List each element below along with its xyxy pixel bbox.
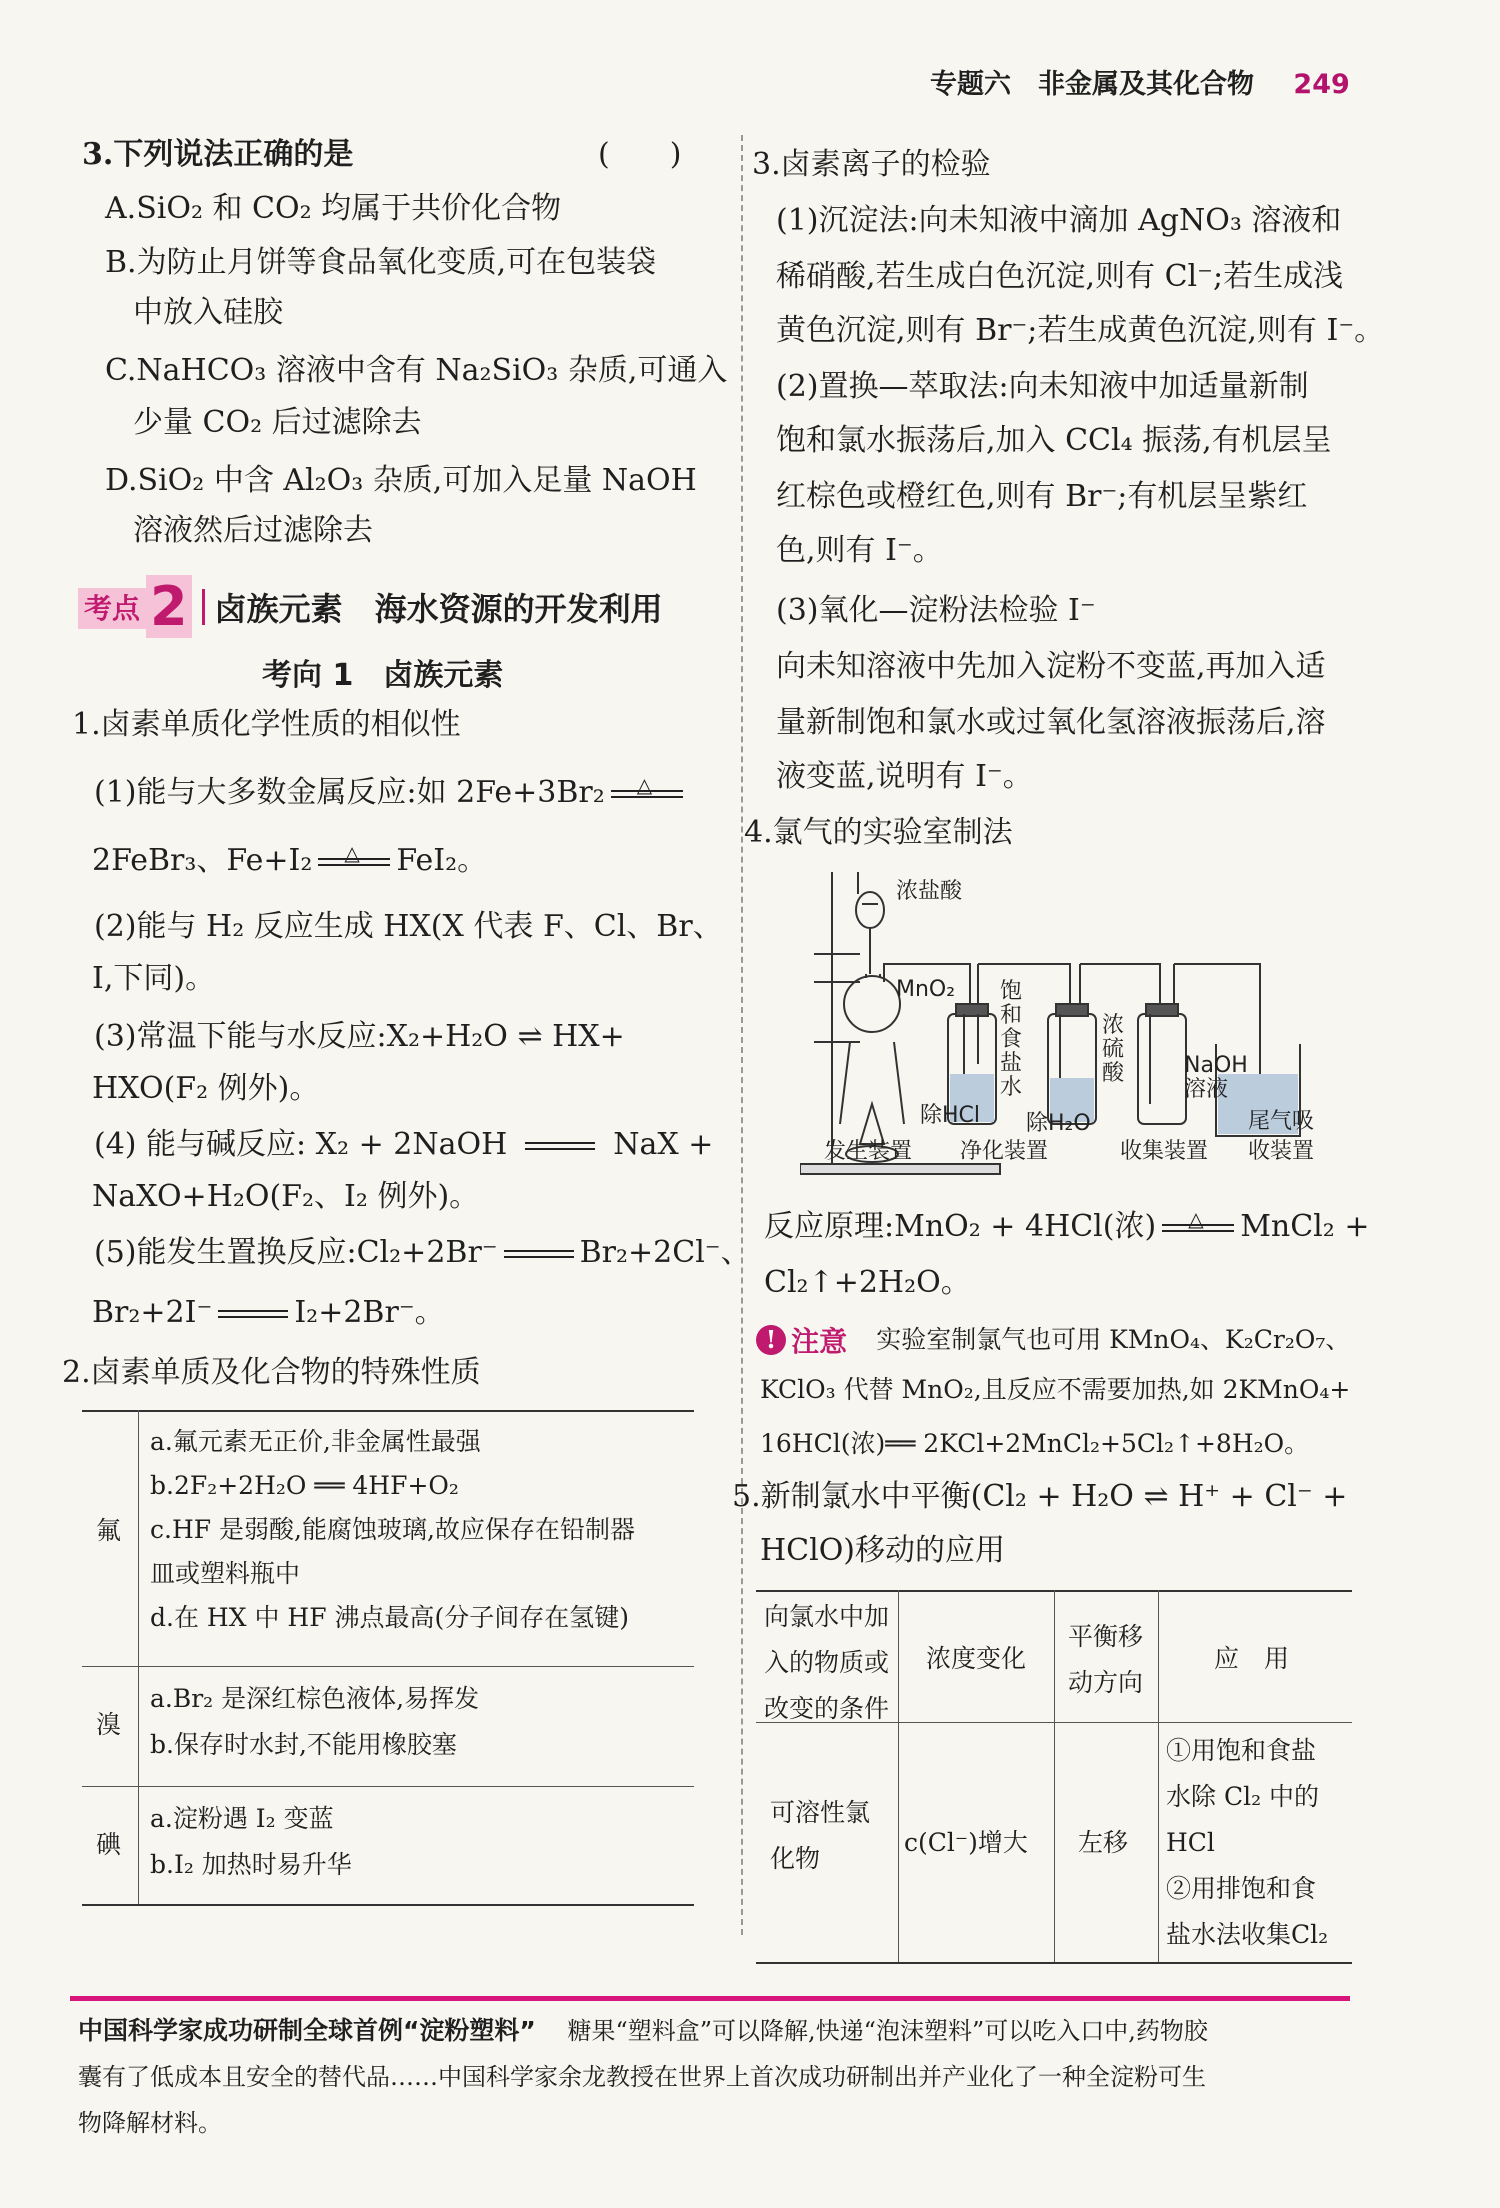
note-line-3: 16HCl(浓)══ 2KCl+2MnCl₂+5Cl₂↑+8H₂O。 — [760, 1429, 1310, 1458]
label-sat-salt-2: 食 — [1000, 1027, 1023, 1052]
p4a2-text: NaX + — [613, 1127, 714, 1162]
label-mno2: MnO₂ — [896, 977, 956, 1002]
footer-line-2: 囊有了低成本且安全的替代品……中国科学家余龙教授在世界上首次成功研制出并产业化了一种全淀粉可生 — [78, 2063, 1206, 2091]
table-item: a.Br₂ 是深红棕色液体,易挥发 — [150, 1684, 480, 1713]
eq-cell-text: 盐水法收集Cl₂ — [1166, 1920, 1329, 1949]
heat-double-arrow — [1162, 1207, 1234, 1238]
eq-head-text: 入的物质或 — [764, 1648, 890, 1677]
table-item: b.2F₂+2H₂O ══ 4HF+O₂ — [150, 1471, 459, 1500]
eq-cell-text: 化物 — [770, 1844, 821, 1873]
line-p5a — [94, 1226, 751, 1280]
footer-line-1: 糖果“塑料盒”可以降解,快递“泡沫塑料”可以吃入口中,药物胶 — [567, 2017, 1208, 2045]
q3-paren: ( ) — [598, 137, 682, 172]
subsection-heading: 考向 1 卤族元素 — [262, 658, 504, 693]
kaodian-number: 2 — [146, 575, 192, 638]
eq-cell-text: 水除 Cl₂ 中的 — [1166, 1782, 1320, 1811]
eq-cell-text: ②用排饱和食 — [1166, 1874, 1317, 1903]
delta-sign: △ — [1188, 1207, 1204, 1231]
eq-head-4: 应 用 — [1214, 1644, 1290, 1673]
reaction-left: 反应原理:MnO₂ + 4HCl(浓) — [764, 1209, 1157, 1244]
q3-stem: 3.下列说法正确的是 — [82, 137, 354, 172]
eq-cell-text: 可溶性氯 — [770, 1798, 871, 1827]
label-naoh: NaOH — [1184, 1053, 1248, 1078]
eq-head-text: 动方向 — [1068, 1668, 1144, 1697]
p4a-text: (4) 能与碱反应: X₂ + 2NaOH — [94, 1127, 508, 1162]
q3-option-b: B.为防止月饼等食品氧化变质,可在包装袋 — [105, 245, 657, 280]
q3-option-c: C.NaHCO₃ 溶液中含有 Na₂SiO₃ 杂质,可通入 — [105, 353, 728, 388]
eq-head-2: 浓度变化 — [926, 1644, 1027, 1673]
label-tail-gas-2: 收装置 — [1248, 1139, 1315, 1164]
table-item: b.保存时水封,不能用橡胶塞 — [150, 1730, 457, 1759]
table-cell-element: 氟 — [96, 1516, 122, 1545]
table-item: a.淀粉遇 I₂ 变蓝 — [150, 1804, 334, 1833]
note-line-2: KClO₃ 代替 MnO₂,且反应不需要加热,如 2KMnO₄+ — [760, 1375, 1351, 1404]
eq-cell-4 — [1166, 1728, 1328, 1958]
eq-head-1 — [764, 1594, 889, 1732]
heading-3: 3.卤素离子的检验 — [752, 147, 991, 182]
text-line: 色,则有 I⁻。 — [776, 533, 943, 568]
table-cell-items — [150, 1676, 479, 1768]
q3-option-b-cont: 中放入硅胶 — [133, 295, 283, 330]
label-conc-hcl: 浓盐酸 — [896, 879, 963, 904]
eq-cell-3: 左移 — [1078, 1828, 1129, 1857]
footer-rule — [70, 1996, 1350, 2001]
eq-table-col — [1054, 1590, 1055, 1962]
q3-option-a: A.SiO₂ 和 CO₂ 均属于共价化合物 — [105, 191, 562, 226]
reaction-line-1 — [764, 1200, 1369, 1254]
heat-double-arrow — [318, 841, 390, 872]
heading-5-right: H⁺ + Cl⁻ + — [1178, 1479, 1348, 1514]
note-label: 注意 — [791, 1325, 848, 1358]
table-item: a.氟元素无正价,非金属性最强 — [150, 1427, 481, 1456]
label-purification: 净化装置 — [960, 1139, 1049, 1164]
eq-table-bottom-rule — [756, 1962, 1352, 1964]
eq-head-3 — [1068, 1614, 1143, 1706]
p5b-text: Br₂+2I⁻ — [92, 1295, 213, 1330]
text-line: 红棕色或橙红色,则有 Br⁻;有机层呈紫红 — [776, 479, 1308, 514]
line-p4b: NaXO+H₂O(F₂、I₂ 例外)。 — [92, 1179, 480, 1214]
heat-double-arrow — [611, 773, 683, 804]
table-bottom-rule — [82, 1904, 694, 1906]
heading-5-left: 5.新制氯水中平衡(Cl₂ + H₂O — [732, 1479, 1134, 1514]
eq-table-col — [1158, 1590, 1159, 1962]
eq-cell-text: ①用饱和食盐 — [1166, 1736, 1317, 1765]
label-collection: 收集装置 — [1120, 1139, 1209, 1164]
table-top-rule — [82, 1410, 694, 1412]
table-cell-items — [150, 1796, 352, 1888]
kaodian-label: 考点 — [78, 588, 146, 629]
running-header — [930, 62, 1350, 101]
column-divider — [741, 135, 743, 1935]
reaction-right: MnCl₂ + — [1240, 1209, 1370, 1244]
text-line: 向未知溶液中先加入淀粉不变蓝,再加入适 — [776, 649, 1326, 684]
heading-4: 4.氯气的实验室制法 — [744, 815, 1013, 850]
page-number: 249 — [1293, 69, 1350, 100]
section-title: 卤族元素 海水资源的开发利用 — [214, 590, 663, 628]
p3a-text: (3)常温下能与水反应:X₂+H₂O — [94, 1019, 508, 1054]
label-sat-salt-3: 盐 — [1000, 1051, 1023, 1076]
q3-option-d: D.SiO₂ 中含 Al₂O₃ 杂质,可加入足量 NaOH — [105, 463, 697, 498]
p5a2-text: Br₂+2Cl⁻、 — [579, 1235, 751, 1270]
text-line: (2)置换—萃取法:向未知液中加适量新制 — [776, 369, 1309, 404]
table-cell-items — [150, 1420, 635, 1640]
footer-title: 中国科学家成功研制全球首例“淀粉塑料” — [78, 2016, 536, 2045]
label-generation: 发生装置 — [824, 1139, 913, 1164]
warning-icon: ! — [756, 1325, 786, 1355]
table-item: b.I₂ 加热时易升华 — [150, 1850, 352, 1879]
delta-sign: △ — [636, 773, 653, 797]
table-row-divider — [82, 1666, 694, 1667]
eq-head-text: 改变的条件 — [764, 1694, 890, 1723]
heading-5 — [732, 1470, 1347, 1524]
p1c-text: FeI₂。 — [396, 843, 488, 878]
text-line: (3)氧化—淀粉法检验 I⁻ — [776, 593, 1096, 628]
table-col-divider — [138, 1410, 139, 1904]
line-p2a: (2)能与 H₂ 反应生成 HX(X 代表 F、Cl、Br、 — [94, 909, 723, 944]
line-p3a — [94, 1010, 625, 1064]
heading-2: 2.卤素单质及化合物的特殊性质 — [62, 1355, 481, 1390]
label-sat-salt-1: 和 — [1000, 1003, 1023, 1028]
equal-sign — [525, 1139, 595, 1153]
table-cell-element: 碘 — [96, 1830, 122, 1859]
eq-cell-1 — [770, 1790, 870, 1882]
label-remove-h2o: 除H₂O — [1026, 1111, 1091, 1136]
equilibrium-arrow: ⇌ — [1133, 1479, 1179, 1514]
q3-option-c-cont: 少量 CO₂ 后过滤除去 — [133, 405, 422, 440]
section-heading — [78, 575, 663, 640]
eq-head-text: 平衡移 — [1068, 1622, 1144, 1651]
q3-option-d-cont: 溶液然后过滤除去 — [133, 513, 373, 548]
note-box — [756, 1314, 1350, 1366]
reaction-line-2: Cl₂↑+2H₂O。 — [764, 1265, 971, 1300]
text-line: 饱和氯水振荡后,加入 CCl₄ 振荡,有机层呈 — [776, 423, 1332, 458]
text-line: (1)沉淀法:向未知液中滴加 AgNO₃ 溶液和 — [776, 203, 1342, 238]
eq-table-col — [898, 1590, 899, 1962]
p5a-text: (5)能发生置换反应:Cl₂+2Br⁻ — [94, 1235, 498, 1270]
text-line: 量新制饱和氯水或过氧化氢溶液振荡后,溶 — [776, 705, 1326, 740]
heading-5-cont: HClO)移动的应用 — [760, 1533, 1006, 1568]
label-tail-gas-1: 尾气吸 — [1248, 1109, 1315, 1134]
text-line: 黄色沉淀,则有 Br⁻;若生成黄色沉淀,则有 I⁻。 — [776, 313, 1385, 348]
line-p4a — [94, 1118, 713, 1172]
equilibrium-arrow: ⇌ — [507, 1019, 553, 1054]
label-naoh-solution: 溶液 — [1184, 1077, 1229, 1102]
chlorine-apparatus-figure — [800, 864, 1360, 1184]
p1a-text: (1)能与大多数金属反应:如 2Fe+3Br₂ — [94, 775, 605, 810]
footer-line-3: 物降解材料。 — [78, 2109, 222, 2137]
line-p3b: HXO(F₂ 例外)。 — [92, 1071, 320, 1106]
line-p1b — [92, 834, 487, 888]
eq-cell-2: c(Cl⁻)增大 — [904, 1828, 1028, 1857]
p1b-text: 2FeBr₃、Fe+I₂ — [92, 843, 313, 878]
text-line: 液变蓝,说明有 I⁻。 — [776, 759, 1033, 794]
label-sat-salt-4: 水 — [1000, 1075, 1023, 1100]
heading-1: 1.卤素单质化学性质的相似性 — [72, 707, 461, 742]
table-item: 皿或塑料瓶中 — [150, 1559, 301, 1588]
equal-sign — [218, 1307, 288, 1321]
label-h2so4-0: 浓 — [1102, 1013, 1125, 1038]
delta-sign: △ — [344, 841, 360, 865]
equal-sign — [504, 1247, 574, 1261]
p5b2-text: I₂+2Br⁻。 — [294, 1295, 445, 1330]
table-item: d.在 HX 中 HF 沸点最高(分子间存在氢键) — [150, 1603, 629, 1632]
line-p5b — [92, 1286, 445, 1340]
text-line: 稀硝酸,若生成白色沉淀,则有 Cl⁻;若生成浅 — [776, 259, 1344, 294]
chapter-title: 专题六 非金属及其化合物 — [930, 69, 1254, 100]
table-item: c.HF 是弱酸,能腐蚀玻璃,故应保存在铅制器 — [150, 1515, 635, 1544]
p3a2-text: HX+ — [552, 1019, 625, 1054]
label-h2so4-2: 酸 — [1102, 1061, 1125, 1086]
eq-head-text: 向氯水中加 — [764, 1602, 890, 1631]
table-cell-element: 溴 — [96, 1710, 122, 1739]
label-h2so4-1: 硫 — [1102, 1037, 1125, 1062]
label-sat-salt-0: 饱 — [1000, 979, 1023, 1004]
line-p2b: I,下同)。 — [92, 961, 216, 996]
eq-cell-text: HCl — [1166, 1828, 1215, 1857]
note-line-1: 实验室制氯气也可用 KMnO₄、K₂Cr₂O₇、 — [876, 1325, 1351, 1354]
line-p1a — [94, 766, 689, 820]
label-remove-hcl: 除HCl — [920, 1103, 981, 1128]
footer-box — [78, 2008, 1358, 2146]
table-row-divider — [82, 1786, 694, 1787]
